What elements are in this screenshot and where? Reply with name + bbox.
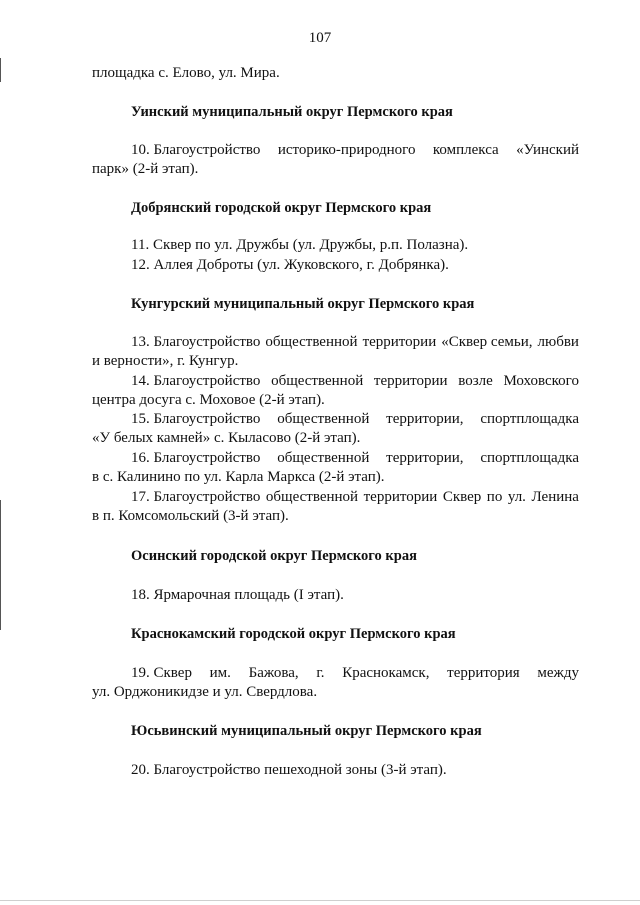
item-11: 11. Сквер по ул. Дружбы (ул. Дружбы, р.п. Полазна). — [131, 237, 469, 253]
item-15-line1 — [131, 410, 579, 428]
item-18: 18. Ярмарочная площадь (I этап). — [131, 587, 344, 603]
scan-margin-mark — [0, 500, 1, 630]
word: спортплощадка — [480, 450, 579, 466]
word: 14. Благоустройство — [131, 373, 261, 389]
section-heading-osinsky: Осинский городской округ Пермского края — [131, 548, 417, 564]
item-20: 20. Благоустройство пешеходной зоны (3-й этап). — [131, 762, 447, 778]
word: «Уинский — [516, 142, 579, 158]
word: им. — [209, 665, 231, 681]
intro-line: площадка с. Елово, ул. Мира. — [92, 65, 280, 81]
word: Моховского — [503, 373, 579, 389]
word: Сквер — [442, 489, 482, 505]
item-19-line2: ул. Орджоникидзе и ул. Свердлова. — [92, 684, 318, 700]
section-heading-yusvinsky: Юсьвинский муниципальный округ Пермского края — [131, 723, 482, 739]
item-10-line2: парк» (2-й этап). — [92, 161, 199, 177]
word: Ленина — [531, 489, 579, 505]
word: территория — [447, 665, 520, 681]
item-14-line2: центра досуга с. Моховое (2-й этап). — [92, 392, 325, 408]
page-number: 107 — [308, 30, 332, 46]
word: 15. Благоустройство — [131, 411, 261, 427]
item-13-line2: и верности», г. Кунгур. — [92, 353, 239, 369]
word: возле — [458, 373, 493, 389]
word: Бажова, — [248, 665, 299, 681]
word: 13. Благоустройство — [131, 334, 261, 350]
word: территории, — [386, 450, 464, 466]
word: общественной — [265, 489, 359, 505]
item-10-line1 — [131, 141, 579, 159]
item-14-line1 — [131, 372, 579, 390]
page-bottom-edge — [0, 900, 640, 901]
word: общественной — [265, 334, 358, 350]
word: ул. — [507, 489, 526, 505]
item-13-line1 — [131, 333, 579, 351]
item-17-line2: в п. Комсомольский (3-й этап). — [92, 508, 289, 524]
word: историко-природного — [277, 142, 416, 158]
item-19-line1 — [131, 664, 579, 682]
word: территории — [363, 489, 438, 505]
item-17-line1 — [131, 488, 579, 506]
word: 19. Сквер — [131, 665, 192, 681]
word: спортплощадка — [480, 411, 579, 427]
section-heading-kungursky: Кунгурский муниципальный округ Пермского края — [131, 296, 475, 312]
word: 17. Благоустройство — [131, 489, 261, 505]
word: 16. Благоустройство — [131, 450, 261, 466]
word: общественной — [277, 450, 370, 466]
word: любви — [537, 334, 579, 350]
word: территории — [362, 334, 437, 350]
scan-margin-mark — [0, 58, 1, 82]
word: общественной — [271, 373, 364, 389]
section-heading-krasnokamsky: Краснокамский городской округ Пермского края — [131, 626, 456, 642]
word: 10. Благоустройство — [131, 142, 261, 158]
word: г. — [316, 665, 325, 681]
word: общественной — [277, 411, 370, 427]
section-heading-dobryansky: Добрянский городской округ Пермского края — [131, 200, 432, 216]
word: территории, — [386, 411, 464, 427]
word: территории — [373, 373, 448, 389]
word: между — [537, 665, 579, 681]
word: по — [486, 489, 503, 505]
word: «Сквер семьи, — [441, 334, 533, 350]
section-heading-uinsky: Уинский муниципальный округ Пермского края — [131, 104, 453, 120]
item-16-line1 — [131, 449, 579, 467]
item-15-line2: «У белых камней» с. Кыласово (2-й этап). — [92, 430, 361, 446]
item-16-line2: в с. Калинино по ул. Карла Маркса (2-й этап). — [92, 469, 385, 485]
item-12: 12. Аллея Доброты (ул. Жуковского, г. Добрянка). — [131, 257, 449, 273]
word: Краснокамск, — [342, 665, 430, 681]
word: комплекса — [432, 142, 499, 158]
